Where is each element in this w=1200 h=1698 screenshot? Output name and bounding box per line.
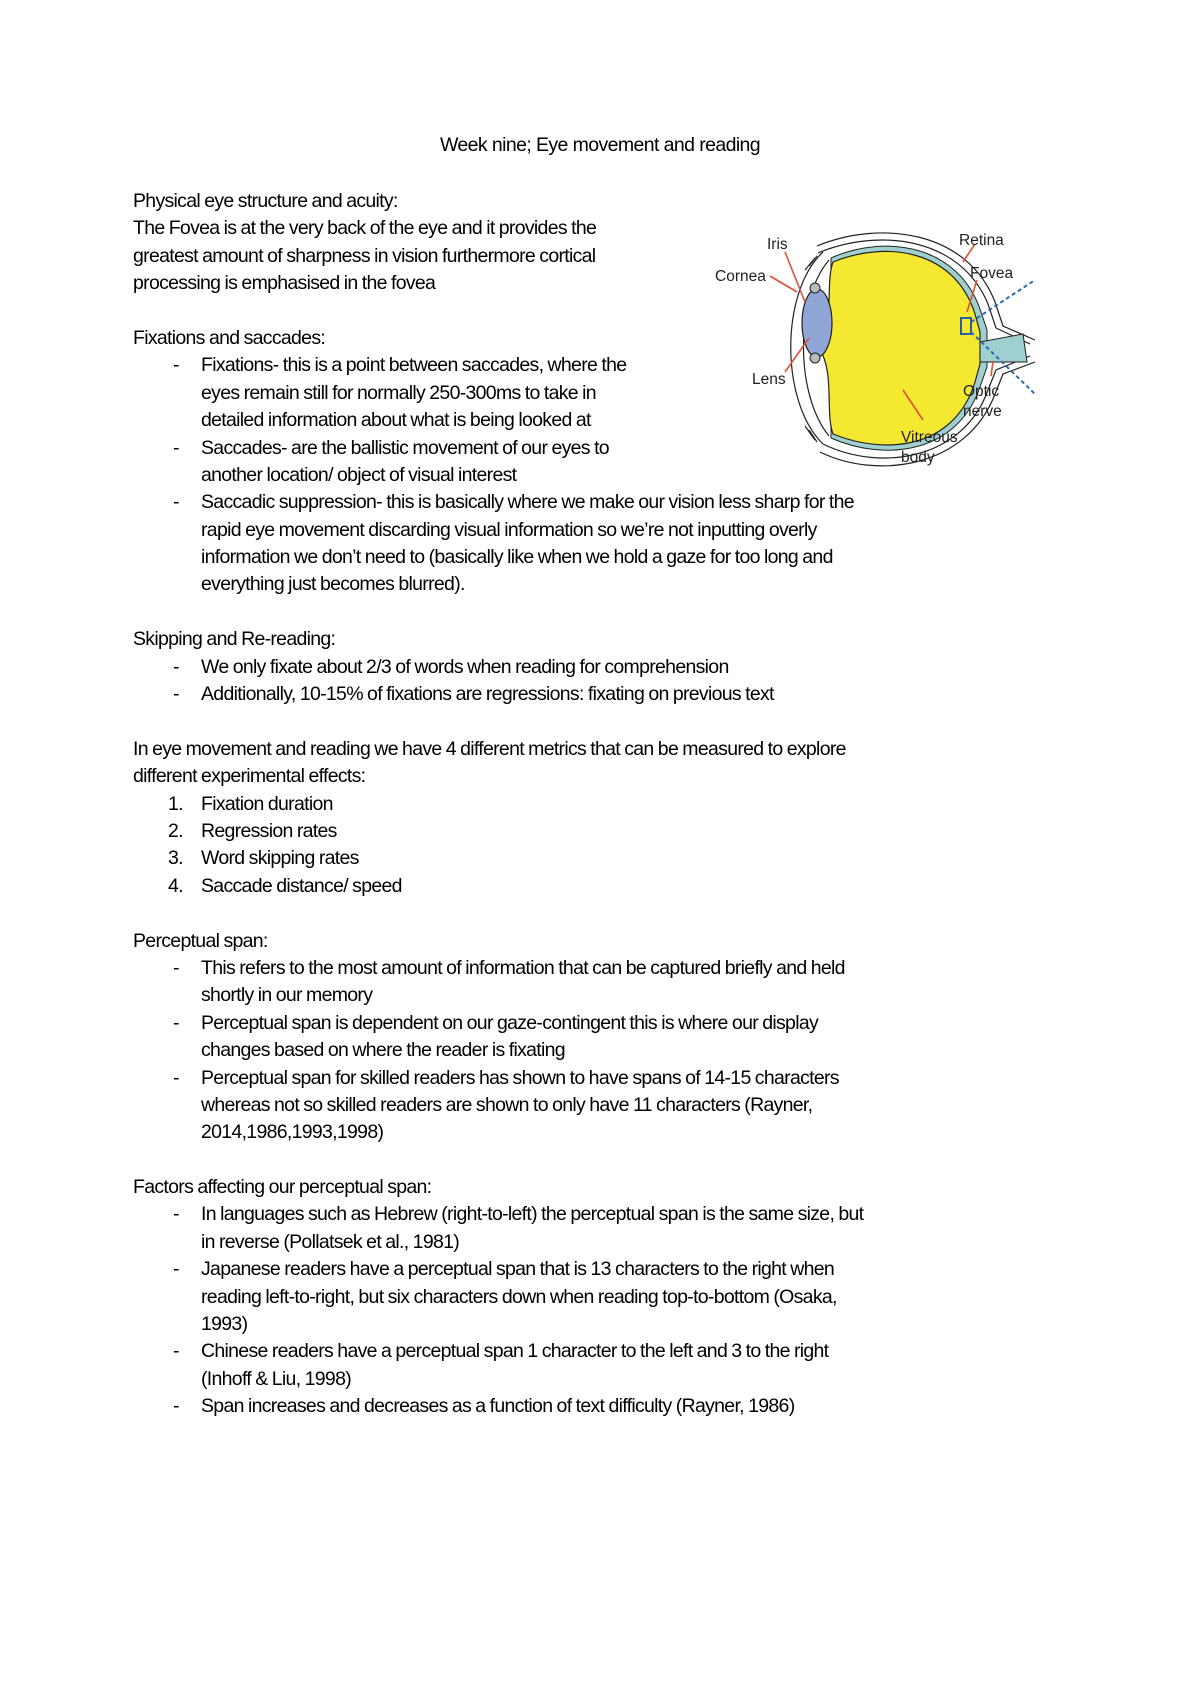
numbered-text: Saccade distance/ speed (201, 874, 402, 897)
section-heading: Factors affecting our perceptual span: (133, 1176, 432, 1199)
bullet-line: In languages such as Hebrew (right-to-left) the perceptual span is the same size, but (201, 1203, 864, 1226)
label-cornea: Cornea (715, 268, 766, 285)
bullet-item (133, 1338, 1073, 1393)
number-marker: 1. (168, 792, 183, 815)
numbered-item (133, 791, 1073, 818)
label-nerve: nerve (963, 403, 1002, 420)
eye-diagram-svg (705, 222, 1045, 477)
numbered-text: Fixation duration (201, 792, 333, 815)
bullet-marker: - (173, 1011, 179, 1034)
bullet-line: Fixations- this is a point between saccades, where the (201, 354, 627, 377)
section-heading: In eye movement and reading we have 4 different metrics that can be measured to explore (133, 737, 846, 760)
bullet-line: Additionally, 10-15% of fixations are regressions: fixating on previous text (201, 683, 774, 706)
bullet-item (133, 1065, 1073, 1147)
label-lens: Lens (752, 371, 786, 388)
number-marker: 4. (168, 874, 183, 897)
label-iris: Iris (767, 236, 788, 253)
bullet-item (133, 489, 1073, 599)
bullet-line: Saccades- are the ballistic movement of our eyes to (201, 436, 609, 459)
bullet-line: 2014,1986,1993,1998) (201, 1121, 384, 1144)
paragraph-line: greatest amount of sharpness in vision furthermore cortical (133, 244, 596, 267)
bullet-line: Span increases and decreases as a function of text difficulty (Rayner, 1986) (201, 1395, 795, 1418)
bullet-marker: - (173, 1066, 179, 1089)
bullet-marker: - (173, 1258, 179, 1281)
label-fovea: Fovea (970, 265, 1014, 282)
bullet-line: eyes remain still for normally 250-300ms to take in (201, 381, 596, 404)
iris-top (810, 283, 820, 293)
bullet-line: in reverse (Pollatsek et al., 1981) (201, 1230, 460, 1253)
bullet-line: Chinese readers have a perceptual span 1 character to the left and 3 to the right (201, 1340, 829, 1363)
bullet-item (133, 955, 1073, 1010)
page-title: Week nine; Eye movement and reading (439, 134, 761, 156)
eye-anatomy-diagram (705, 222, 1045, 477)
bullet-line: (Inhoff & Liu, 1998) (201, 1367, 352, 1390)
bullet-item (133, 654, 1073, 681)
bullet-line: another location/ object of visual interest (201, 463, 517, 486)
bullet-line: Japanese readers have a perceptual span that is 13 characters to the right when (201, 1258, 835, 1281)
numbered-item (133, 845, 1073, 872)
bullet-line: everything just becomes blurred). (201, 573, 465, 596)
paragraph-line: The Fovea is at the very back of the eye and it provides the (133, 217, 597, 240)
bullet-line: whereas not so skilled readers are shown to only have 11 characters (Rayner, (201, 1093, 813, 1116)
bullet-item (133, 1201, 1073, 1256)
bullet-marker: - (173, 683, 179, 706)
number-marker: 2. (168, 819, 183, 842)
bullet-line: Saccadic suppression- this is basically where we make our vision less sharp for the (201, 491, 854, 514)
lens-shape (802, 289, 832, 357)
numbered-text: Regression rates (201, 819, 337, 842)
numbered-item (133, 818, 1073, 845)
section-heading: different experimental effects: (133, 765, 366, 788)
bullet-item (133, 1010, 1073, 1065)
bullet-line: We only fixate about 2/3 of words when reading for comprehension (201, 655, 729, 678)
bullet-item (133, 1393, 1073, 1420)
iris-bottom (810, 353, 820, 363)
bullet-line: 1993) (201, 1313, 248, 1336)
bullet-marker: - (173, 655, 179, 678)
bullet-line: information we don’t need to (basically like when we hold a gaze for too long and (201, 546, 833, 569)
vitreous-body-shape (819, 251, 980, 445)
bullet-marker: - (173, 491, 179, 514)
numbered-text: Word skipping rates (201, 847, 359, 870)
bullet-line: rapid eye movement discarding visual information so we’re not inputting overly (201, 518, 817, 541)
label-retina: Retina (959, 232, 1004, 249)
bullet-marker: - (173, 436, 179, 459)
bullet-line: detailed information about what is being looked at (201, 409, 591, 432)
bullet-marker: - (173, 354, 179, 377)
label-vitreous: Vitreous (901, 429, 958, 446)
bullet-line: This refers to the most amount of information that can be captured briefly and held (201, 956, 845, 979)
bullet-marker: - (173, 1395, 179, 1418)
bullet-marker: - (173, 1340, 179, 1363)
bullet-line: Perceptual span for skilled readers has shown to have spans of 14-15 characters (201, 1066, 839, 1089)
label-body: body (901, 449, 935, 466)
bullet-item (133, 681, 1073, 708)
numbered-item (133, 873, 1073, 900)
section-heading: Skipping and Re-reading: (133, 628, 336, 651)
bullet-marker: - (173, 1203, 179, 1226)
bullet-item (133, 1256, 1073, 1338)
bullet-line: changes based on where the reader is fixating (201, 1039, 565, 1062)
section-heading: Physical eye structure and acuity: (133, 190, 398, 212)
section-heading: Perceptual span: (133, 929, 268, 952)
number-marker: 3. (168, 847, 183, 870)
label-optic: Optic (963, 383, 1000, 400)
bullet-line: reading left-to-right, but six characters down when reading top-to-bottom (Osaka, (201, 1285, 837, 1308)
bullet-line: shortly in our memory (201, 984, 373, 1007)
bullet-line: Perceptual span is dependent on our gaze-contingent this is where our display (201, 1011, 819, 1034)
paragraph-line: processing is emphasised in the fovea (133, 272, 436, 295)
bullet-marker: - (173, 956, 179, 979)
section-heading: Fixations and saccades: (133, 326, 326, 349)
